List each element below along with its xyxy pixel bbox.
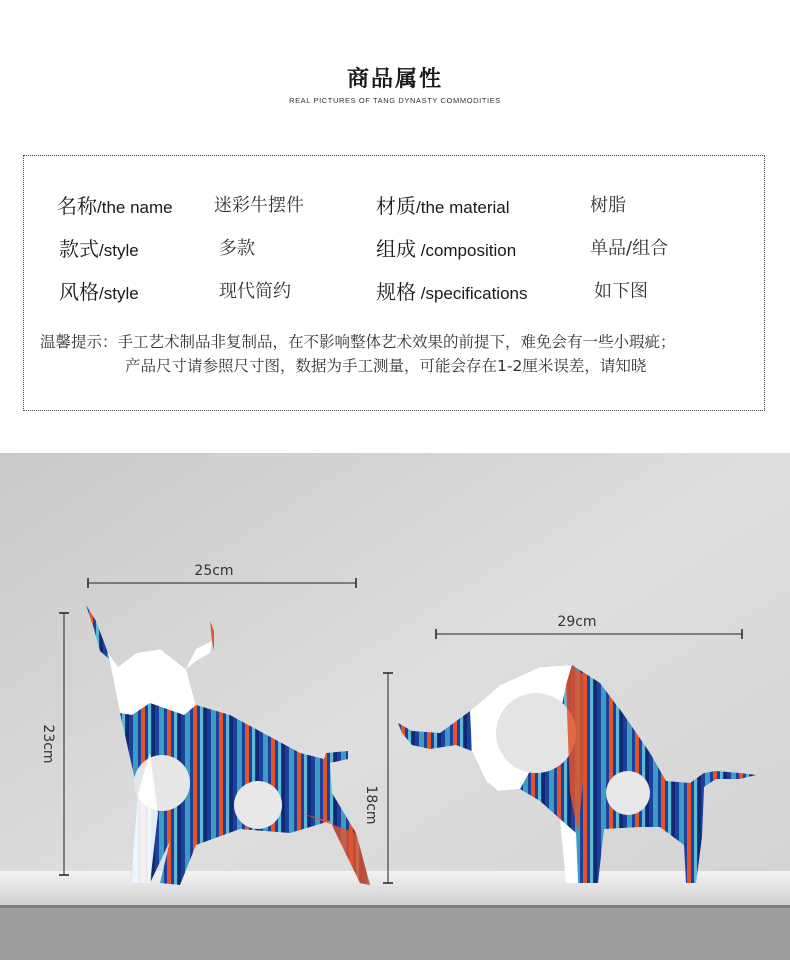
attr-style-label bbox=[59, 233, 139, 262]
attr-label-cn: 名称 bbox=[57, 194, 97, 218]
attr-composition-label bbox=[376, 233, 516, 262]
attr-spec-value: 如下图 bbox=[594, 281, 648, 302]
attributes-box bbox=[23, 155, 765, 411]
attr-name-label bbox=[57, 190, 173, 219]
product-size-photo bbox=[0, 453, 790, 960]
attr-label-en: /style bbox=[99, 284, 139, 303]
attr-spec-label bbox=[376, 276, 528, 305]
attr-label-en: /style bbox=[99, 241, 139, 260]
attr-material-value: 树脂 bbox=[590, 195, 626, 216]
right-height-label: 18cm bbox=[363, 785, 379, 825]
attr-name-value: 迷彩牛摆件 bbox=[214, 195, 304, 216]
attr-genre-value: 现代简约 bbox=[219, 281, 291, 302]
attr-label-en: /composition bbox=[416, 241, 517, 260]
attr-label-en: /the material bbox=[416, 198, 510, 217]
left-height-label: 23cm bbox=[40, 724, 56, 764]
notice-line-1: 温馨提示：手工艺术制品非复制品，在不影响整体艺术效果的前提下，难免会有一些小瑕疵； bbox=[40, 333, 676, 351]
attr-style-value: 多款 bbox=[219, 238, 255, 259]
notice-line-2: 产品尺寸请参照尺寸图，数据为手工测量，可能会存在1-2厘米误差，请知晓 bbox=[125, 357, 647, 375]
section-title: 商品属性 bbox=[346, 67, 443, 92]
attr-label-cn: 款式 bbox=[59, 237, 99, 261]
section-subtitle: REAL PICTURES OF TANG DYNASTY COMMODITIES bbox=[289, 96, 501, 105]
attr-label-en: /the name bbox=[97, 198, 173, 217]
product-photo-illustration bbox=[0, 453, 790, 960]
shelf-top bbox=[0, 871, 790, 905]
right-width-label: 29cm bbox=[557, 614, 597, 630]
attr-label-cn: 材质 bbox=[376, 194, 416, 218]
attr-material-label bbox=[376, 190, 510, 219]
attr-genre-label bbox=[59, 276, 139, 305]
product-attributes-header bbox=[0, 0, 790, 140]
attr-label-cn: 风格 bbox=[59, 280, 99, 304]
attr-composition-value: 单品/组合 bbox=[590, 238, 669, 259]
left-width-label: 25cm bbox=[194, 563, 234, 579]
attr-label-en: /specifications bbox=[416, 284, 528, 303]
shelf-front bbox=[0, 905, 790, 960]
attr-label-cn: 组成 bbox=[376, 237, 416, 261]
attr-label-cn: 规格 bbox=[376, 280, 416, 304]
